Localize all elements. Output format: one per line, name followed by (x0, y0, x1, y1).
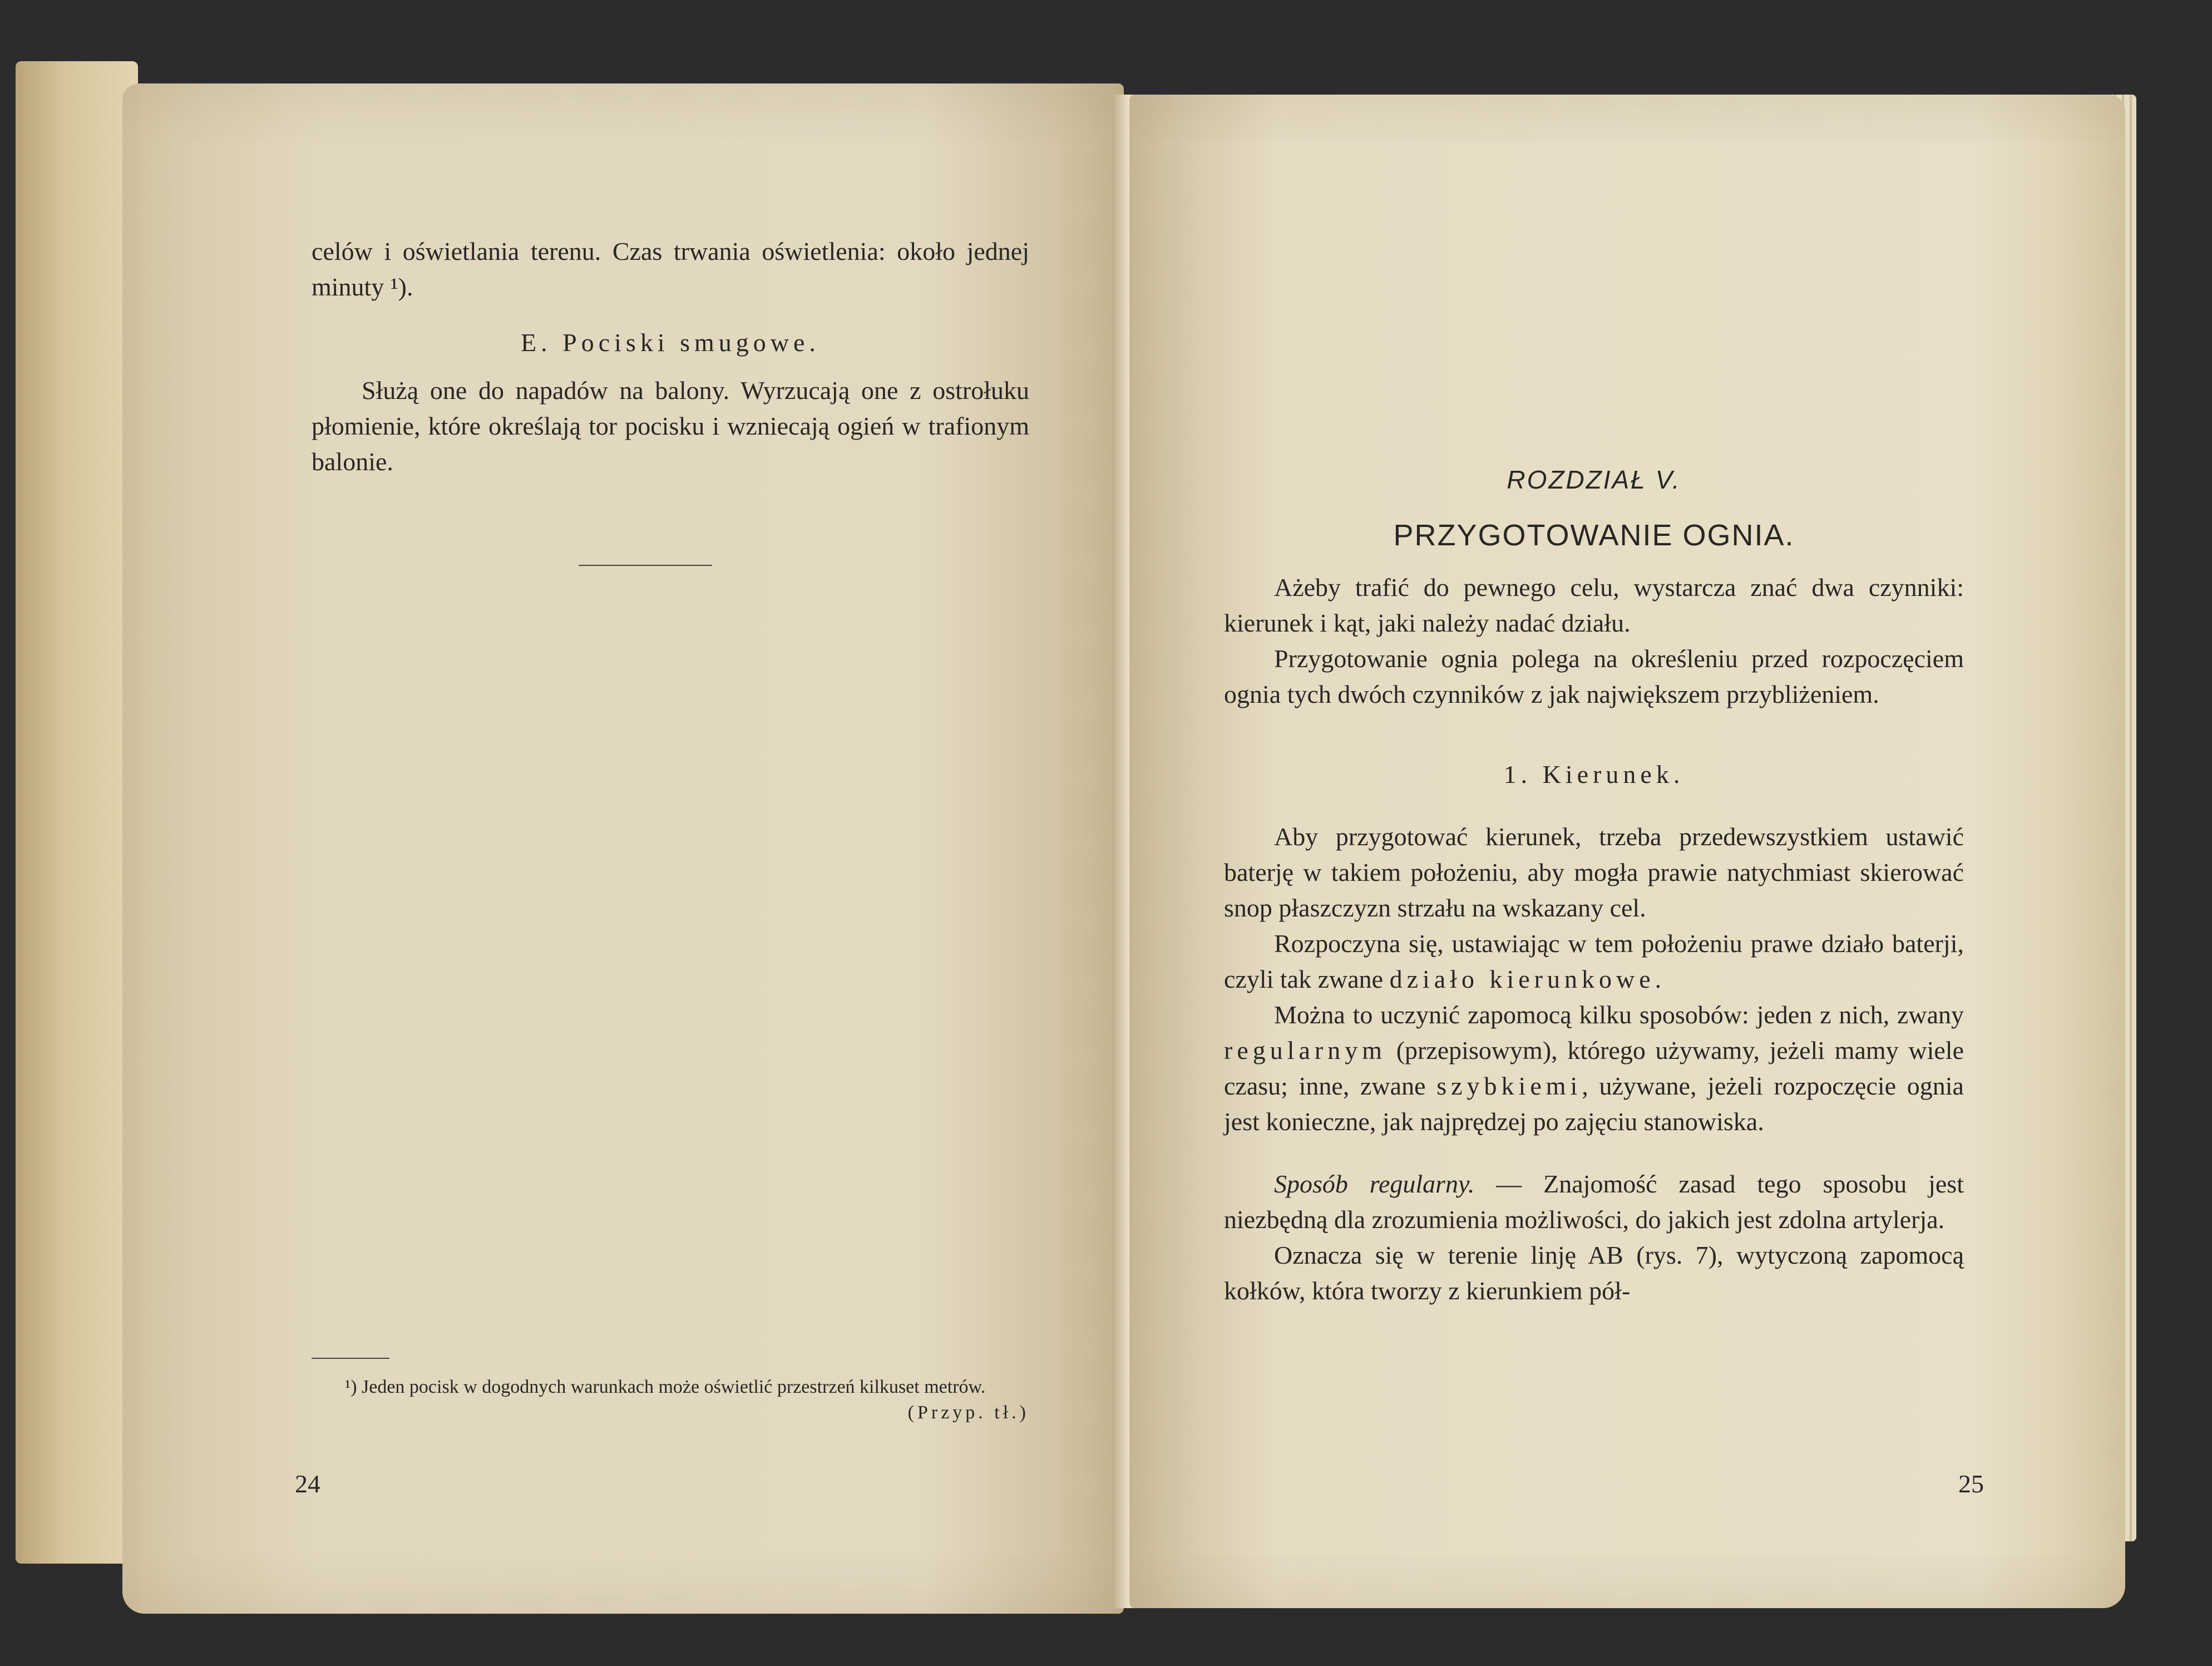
paragraph-4 (1224, 926, 1964, 997)
paragraph-4-text: Rozpoczyna się, ustawiając w tem położeniu prawe działo baterji, czyli tak zwane (1224, 929, 1964, 993)
paragraph-6 (1224, 1166, 1964, 1238)
paragraph-4-spaced: działo kierunkowe. (1389, 965, 1666, 993)
left-page (122, 83, 1124, 1614)
open-book (39, 61, 2142, 1608)
left-continuation-text: celów i oświetlania terenu. Czas trwania oświetlenia: około jednej minuty ¹). (312, 237, 1029, 301)
paragraph-1: Ażeby trafić do pewnego celu, wystarcza znać dwa czynniki: kierunek i kąt, jaki należy nadać działu. (1224, 573, 1964, 637)
left-footnote (312, 1374, 1029, 1426)
paragraph-5-text-c: , używane, jeżeli rozpoczęcie ognia jest konieczne, jak najprędzej po zajęciu stanowiska. (1224, 1072, 1964, 1136)
right-page-text (1224, 462, 1964, 1309)
paragraph-5 (1224, 997, 1964, 1140)
left-page-number: 24 (295, 1470, 320, 1498)
section-heading-e: E. Pociski smugowe. (521, 328, 820, 357)
paragraph-3: Aby przygotować kierunek, trzeba przedewszystkiem ustawić baterję w takiem położeniu, aby mogła prawie natychmiast skierować snop płaszczyzn strzału na wskazany cel. (1224, 822, 1964, 922)
left-page-text (312, 234, 1029, 480)
chapter-title: PRZYGOTOWANIE OGNIA. (1393, 519, 1795, 552)
paragraph-5-spaced-2: szybkiemi (1436, 1072, 1582, 1100)
paragraph-5-text-b: (przepisowym), którego używamy, jeżeli mamy wiele czasu; inne, zwane (1224, 1036, 1964, 1100)
right-page (1129, 95, 2125, 1608)
paragraph-2: Przygotowanie ognia polega na określeniu przed rozpoczęciem ognia tych dwóch czynników z jak największem przybliżeniem. (1224, 644, 1964, 708)
right-page-number: 25 (1958, 1470, 1984, 1498)
paragraph-6-text: — Znajomość zasad tego sposobu jest niezbędną dla zrozumienia możliwości, do jakich jest zdolna artylerja. (1224, 1170, 1964, 1234)
footnote-text: ¹) Jeden pocisk w dogodnych warunkach może oświetlić przestrzeń kilkuset metrów. (345, 1377, 986, 1397)
footnote-rule (312, 1358, 389, 1359)
paragraph-5-spaced-1: regularnym (1224, 1036, 1387, 1064)
subheading-kierunek: 1. Kierunek. (1503, 760, 1685, 788)
section-end-rule (579, 565, 712, 566)
chapter-label: ROZDZIAŁ V. (1507, 465, 1681, 494)
paragraph-6-italic: Sposób regularny. (1274, 1170, 1475, 1198)
footnote-attribution: (Przyp. tł.) (907, 1402, 1029, 1423)
section-e-text: Służą one do napadów na balony. Wyrzucają one z ostrołuku płomienie, które określają tor pocisku i wzniecają ogień w trafionym balonie. (312, 376, 1029, 476)
paragraph-7: Oznacza się w terenie linję AB (rys. 7), wytyczoną zapomocą kołków, która tworzy z kierunkiem pół- (1224, 1241, 1964, 1305)
paragraph-5-text-a: Można to uczynić zapomocą kilku sposobów: jeden z nich, zwany (1274, 1000, 1964, 1029)
